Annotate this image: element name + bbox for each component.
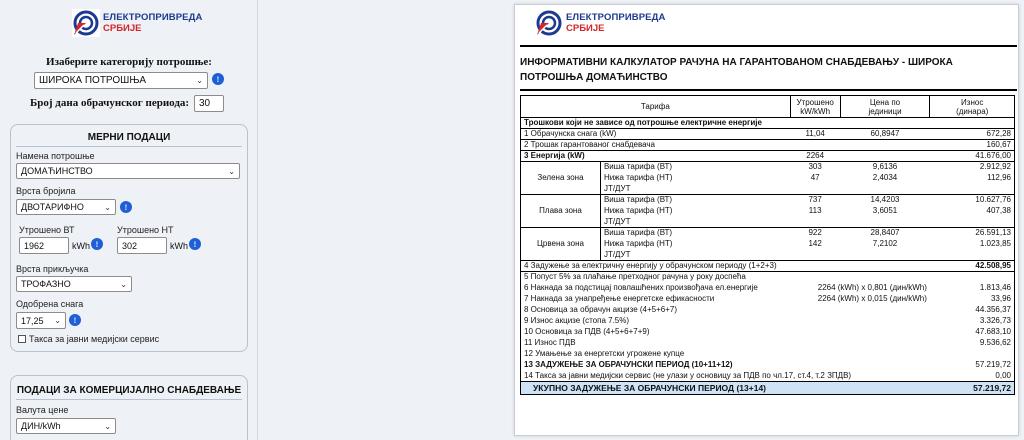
row-amount: 47.683,10 bbox=[930, 327, 1015, 338]
purpose-label: Намена потрошње bbox=[16, 151, 95, 161]
currency-label: Валута цене bbox=[16, 405, 69, 415]
table-row bbox=[521, 371, 1015, 382]
chevron-down-icon: ⌄ bbox=[54, 316, 61, 325]
row-amount: 112,96 bbox=[930, 173, 1015, 184]
tariff-label: Виша тарифа (ВТ) bbox=[600, 195, 790, 206]
nt-unit: kWh bbox=[170, 241, 188, 251]
row-amount: 42.508,95 bbox=[930, 261, 1015, 272]
commercial-panel-title: ПОДАЦИ ЗА КОМЕРЦИЈАЛНО СНАБДЕВАЊЕ bbox=[16, 385, 242, 396]
row-amount: 0,00 bbox=[930, 371, 1015, 382]
days-label: Број дана обрачунског периода: bbox=[30, 97, 190, 109]
info-icon[interactable]: ! bbox=[212, 73, 224, 85]
row-amount: 33,96 bbox=[930, 294, 1015, 305]
chevron-down-icon: ⌄ bbox=[196, 76, 203, 85]
table-row bbox=[521, 140, 1015, 151]
row-amount: 26.591,13 bbox=[930, 228, 1015, 239]
total-row bbox=[521, 382, 1015, 395]
row-price: 60,8947 bbox=[840, 129, 930, 140]
row-amount: 1.813,46 bbox=[930, 283, 1015, 294]
row-amount: 3.326,73 bbox=[930, 316, 1015, 327]
row-qty: 11,04 bbox=[790, 129, 840, 140]
info-icon[interactable]: ! bbox=[120, 201, 132, 213]
connection-select[interactable] bbox=[16, 276, 132, 292]
tariff-label: Виша тарифа (ВТ) bbox=[600, 162, 790, 173]
brand-logo bbox=[535, 9, 665, 37]
header-amount-2: (динара) bbox=[956, 106, 989, 116]
vt-label: Утрошено ВТ bbox=[19, 225, 75, 235]
brand-sub: СРБИЈЕ bbox=[566, 23, 605, 34]
row-label: 2 Трошак гарантованог снабдевача bbox=[521, 140, 930, 151]
zone-label: Црвена зона bbox=[521, 228, 601, 261]
row-calc: 2264 (kWh) x 0,801 (дин/kWh) bbox=[817, 283, 927, 292]
meter-panel-title: МЕРНИ ПОДАЦИ bbox=[87, 132, 171, 143]
row-calc: 2264 (kWh) x 0,015 (дин/kWh) bbox=[817, 294, 927, 303]
sidebar bbox=[0, 0, 258, 440]
table-row bbox=[521, 151, 1015, 162]
row-amount: 41.676,00 bbox=[930, 151, 1015, 162]
commercial-panel bbox=[10, 375, 248, 440]
vt-input[interactable] bbox=[19, 237, 69, 254]
row-amount bbox=[930, 272, 1015, 283]
table-header-row bbox=[521, 96, 1015, 118]
chevron-down-icon: ⌄ bbox=[104, 421, 111, 431]
connection-label: Врста прикључка bbox=[16, 264, 89, 274]
invoice-title: ИНФОРМАТИВНИ КАЛКУЛАТОР РАЧУНА НА ГАРАНТОВАНОМ СНАБДЕВАЊУ - ШИРОКА ПОТРОШЊА ДОМАЋИНСТВО bbox=[520, 57, 953, 83]
tariff-label: ЈТ/ДУТ bbox=[600, 217, 790, 228]
header-amount-1: Износ bbox=[961, 97, 984, 107]
zone-label: Зелена зона bbox=[521, 162, 601, 195]
purpose-value: ДОМАЋИНСТВО bbox=[21, 166, 93, 176]
currency-select[interactable] bbox=[16, 418, 116, 434]
row-qty: 737 bbox=[790, 195, 840, 206]
meter-panel bbox=[10, 124, 248, 352]
chevron-down-icon: ⌄ bbox=[120, 279, 127, 289]
header-tariff: Тарифа bbox=[521, 96, 791, 118]
category-select[interactable] bbox=[34, 72, 208, 89]
power-select[interactable] bbox=[16, 312, 66, 329]
table-row bbox=[521, 316, 1015, 327]
info-icon[interactable]: ! bbox=[69, 314, 81, 326]
row-price: 14,4203 bbox=[840, 195, 930, 206]
brand-name: ЕЛЕКТРОПРИВРЕДА bbox=[103, 12, 203, 23]
row-amount: 160,67 bbox=[930, 140, 1015, 151]
row-amount: 407,38 bbox=[930, 206, 1015, 217]
row-qty: 47 bbox=[810, 173, 820, 182]
chevron-down-icon: ⌄ bbox=[104, 202, 111, 212]
days-input[interactable] bbox=[194, 95, 224, 112]
nt-label: Утрошено НТ bbox=[117, 225, 174, 235]
tariff-label: Нижа тарифа (НТ) bbox=[600, 206, 790, 217]
row-amount: 44.356,37 bbox=[930, 305, 1015, 316]
brand-sub: СРБИЈЕ bbox=[103, 23, 142, 34]
row-price: 28,8407 bbox=[840, 228, 930, 239]
row-label: 13 ЗАДУЖЕЊЕ ЗА ОБРАЧУНСКИ ПЕРИОД (10+11+12) bbox=[521, 360, 930, 371]
table-row bbox=[521, 349, 1015, 360]
tariff-label: Виша тарифа (ВТ) bbox=[600, 228, 790, 239]
row-label: 4 Задужење за електричну енергију у обрачунском периоду (1+2+3) bbox=[521, 261, 930, 272]
table-row bbox=[521, 162, 1015, 173]
row-label: 12 Умањење за енергетски угрожене купце bbox=[521, 349, 930, 360]
row-amount: 57.219,72 bbox=[930, 360, 1015, 371]
connection-value: ТРОФАЗНО bbox=[21, 279, 71, 289]
meter-type-value: ДВОТАРИФНО bbox=[21, 202, 84, 212]
tariff-label: Нижа тарифа (НТ) bbox=[600, 239, 790, 250]
purpose-select[interactable] bbox=[16, 163, 240, 179]
row-label: 7 Накнада за унапређење енергетске ефикасности bbox=[521, 294, 791, 305]
row-label: 1 Обрачунска снага (kW) bbox=[521, 129, 791, 140]
table-row bbox=[521, 338, 1015, 349]
row-label: 3 Енергија (kW) bbox=[521, 151, 791, 162]
fixed-costs-header: Трошкови који не зависе од потрошње електричне енергије bbox=[521, 118, 1015, 129]
row-amount: 2.912,92 bbox=[930, 162, 1015, 173]
header-used bbox=[790, 96, 840, 118]
table-row bbox=[521, 228, 1015, 239]
total-amount: 57.219,72 bbox=[930, 382, 1015, 395]
days-value: 30 bbox=[199, 98, 211, 109]
row-amount: 10.627,76 bbox=[930, 195, 1015, 206]
currency-value: ДИН/kWh bbox=[21, 421, 61, 431]
row-amount: 1.023,85 bbox=[930, 239, 1015, 250]
header-used-2: kW/kWh bbox=[800, 106, 831, 116]
table-row bbox=[521, 283, 1015, 294]
tariff-label: ЈТ/ДУТ bbox=[600, 184, 790, 195]
vt-unit: kWh bbox=[72, 241, 90, 251]
table-row bbox=[521, 305, 1015, 316]
row-label: 9 Износ акцизе (стопа 7.5%) bbox=[521, 316, 930, 327]
chevron-down-icon: ⌄ bbox=[228, 166, 235, 176]
row-label: 10 Основица за ПДВ (4+5+6+7+9) bbox=[521, 327, 930, 338]
row-amount: 672,28 bbox=[930, 129, 1015, 140]
divider bbox=[520, 45, 1017, 47]
header-price-2: јединици bbox=[868, 106, 902, 116]
row-qty: 142 bbox=[808, 239, 822, 248]
row-label: 14 Такса за јавни медијски сервис (не улази у основицу за ПДВ по чл.17, ст.4, т.2 ЗПДВ) bbox=[521, 371, 930, 382]
row-price: 9,6136 bbox=[840, 162, 930, 173]
row-label: 6 Накнада за подстицај повлашћених произвођача ел.енергије bbox=[521, 283, 791, 294]
zone-label: Плава зона bbox=[521, 195, 601, 228]
tariff-label: ЈТ/ДУТ bbox=[600, 250, 790, 261]
category-value: ШИРОКА ПОТРОШЊА bbox=[39, 75, 147, 86]
power-label: Одобрена снага bbox=[16, 299, 84, 309]
header-used-1: Утрошено bbox=[796, 97, 834, 107]
power-value: 17,25 bbox=[21, 315, 44, 326]
row-price: 3,6051 bbox=[872, 206, 898, 215]
table-row bbox=[521, 294, 1015, 305]
row-label: 11 Износ ПДВ bbox=[521, 338, 930, 349]
eps-logo-icon bbox=[72, 9, 100, 37]
table-row bbox=[521, 195, 1015, 206]
meter-type-label: Врста бројила bbox=[16, 186, 76, 196]
info-icon[interactable]: ! bbox=[91, 238, 103, 250]
row-qty: 2264 bbox=[790, 151, 840, 162]
row-price: 7,2102 bbox=[872, 239, 898, 248]
divider bbox=[16, 146, 242, 147]
tariff-label: Нижа тарифа (НТ) bbox=[600, 173, 790, 184]
row-amount: 9.536,62 bbox=[930, 338, 1015, 349]
table-row bbox=[521, 360, 1015, 371]
row-amount bbox=[930, 349, 1015, 360]
row-price: 2,4034 bbox=[872, 173, 898, 182]
info-icon[interactable]: ! bbox=[189, 238, 201, 250]
brand-name: ЕЛЕКТРОПРИВРЕДА bbox=[566, 12, 666, 23]
table-row bbox=[521, 129, 1015, 140]
row-qty: 113 bbox=[808, 206, 822, 215]
divider bbox=[520, 89, 1017, 91]
table-row bbox=[521, 118, 1015, 129]
brand-logo bbox=[72, 9, 202, 37]
total-label: УКУПНО ЗАДУЖЕЊЕ ЗА ОБРАЧУНСКИ ПЕРИОД (13+14) bbox=[521, 382, 930, 395]
table-row bbox=[521, 327, 1015, 338]
nt-input[interactable] bbox=[117, 237, 167, 254]
vt-value: 1962 bbox=[24, 240, 45, 251]
tax-checkbox[interactable] bbox=[18, 335, 26, 343]
nt-value: 302 bbox=[122, 240, 138, 251]
invoice-table bbox=[520, 95, 1015, 395]
category-label: Изаберите категорију потрошње: bbox=[46, 56, 212, 68]
row-qty: 922 bbox=[790, 228, 840, 239]
row-label: 8 Основица за обрачун акцизе (4+5+6+7) bbox=[521, 305, 930, 316]
table-row bbox=[521, 261, 1015, 272]
row-label: 5 Попуст 5% за плаћање претходног рачуна у року доспећа bbox=[521, 272, 930, 283]
header-amount bbox=[930, 96, 1015, 118]
eps-logo-icon bbox=[535, 9, 563, 37]
invoice-document bbox=[514, 4, 1019, 436]
header-price-1: Цена по bbox=[869, 97, 901, 107]
row-qty: 303 bbox=[790, 162, 840, 173]
divider bbox=[16, 399, 242, 400]
header-price bbox=[840, 96, 930, 118]
table-row bbox=[521, 272, 1015, 283]
tax-label: Такса за јавни медијски сервис bbox=[29, 334, 160, 344]
meter-type-select[interactable] bbox=[16, 199, 116, 215]
